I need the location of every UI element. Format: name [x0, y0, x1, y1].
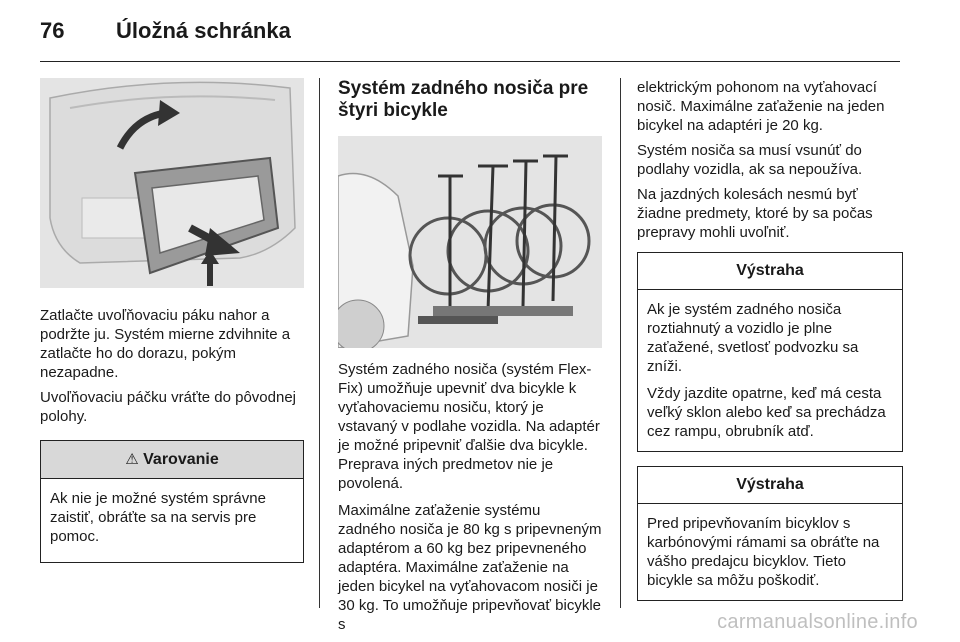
column-middle: [338, 78, 602, 640]
warning-title: Varovanie: [143, 451, 219, 468]
caution-text: Ak je systém zadného nosiča roztiahnutý a vozidlo je plne zaťažené, svetlosť podvozku sa zníži.: [647, 301, 859, 375]
page-header: [40, 18, 291, 48]
paragraph: Systém zadného nosiča (systém Flex-Fix) umožňuje upevniť dva bicykle k vyťahovaciemu nosiču, ktorý je vstavaný v podlahe vozidla. Na adaptér je možné pripevniť ďalšie dva bicykle. Preprava iných predmetov nie je povolená.: [338, 361, 600, 492]
warning-text: Ak nie je možné systém správne zaistiť, obráťte sa na servis pre pomoc.: [50, 490, 266, 545]
caution-text: Vždy jazdite opatrne, keď má cesta veľký sklon alebo keď sa prechádza cez rampu, obrubník atď.: [647, 385, 886, 440]
trunk-release-illustration: [40, 78, 304, 288]
caution-header: Výstraha: [638, 253, 902, 290]
paragraph: Systém nosiča sa musí vsunúť do podlahy vozidla, ak sa nepoužíva.: [637, 142, 863, 178]
paragraph: elektrickým pohonom na vyťahovací nosič. Maximálne zaťaženie na jeden bicykel na adaptéri je 20 kg.: [637, 79, 885, 134]
page-number: 76: [40, 18, 65, 43]
caution-box: [637, 466, 903, 601]
warning-triangle-icon: ⚠: [125, 451, 139, 468]
trunk-carrier-drawing: [40, 78, 304, 288]
column-divider: [620, 78, 621, 608]
paragraph: Uvoľňovaciu páčku vráťte do pôvodnej polohy.: [40, 389, 296, 425]
header-rule: [40, 61, 900, 62]
caution-header: Výstraha: [638, 467, 902, 504]
warning-body: [41, 479, 303, 562]
column-right: [637, 78, 903, 601]
watermark: carmanualsonline.info: [717, 611, 918, 633]
column-divider: [319, 78, 320, 608]
caution-box: [637, 252, 903, 452]
caution-text: Pred pripevňovaním bicyklov s karbónovými rámami sa obráťte na vášho predajcu bicyklov. Tieto bicykle sa môžu poškodiť.: [647, 515, 880, 589]
paragraph: Maximálne zaťaženie systému zadného nosiča je 80 kg s pripevneným adaptérom a 60 kg bez pripevneného adaptéra. Maximálne zaťaženie na jeden bicykel na vyťahovacom nosiči je 30 kg. To umožňuje pripevňovať bicykle s: [338, 502, 602, 633]
section-heading: Systém zadného nosiča pre štyri bicykle: [338, 78, 589, 121]
bike-carrier-illustration: [338, 136, 602, 348]
paragraph: Na jazdných kolesách nesmú byť žiadne predmety, ktoré by sa počas prepravy mohli uvoľniť.: [637, 186, 873, 241]
warning-header: [41, 441, 303, 479]
caution-body: [638, 290, 902, 451]
column-left: [40, 78, 304, 563]
page-title: Úložná schránka: [116, 18, 291, 43]
warning-box: [40, 440, 304, 563]
caution-body: [638, 504, 902, 600]
bike-carrier-drawing: [338, 136, 602, 348]
paragraph: Zatlačte uvoľňovaciu páku nahor a podržte ju. Systém mierne zdvihnite a zatlačte ho do dorazu, pokým nezapadne.: [40, 307, 291, 381]
